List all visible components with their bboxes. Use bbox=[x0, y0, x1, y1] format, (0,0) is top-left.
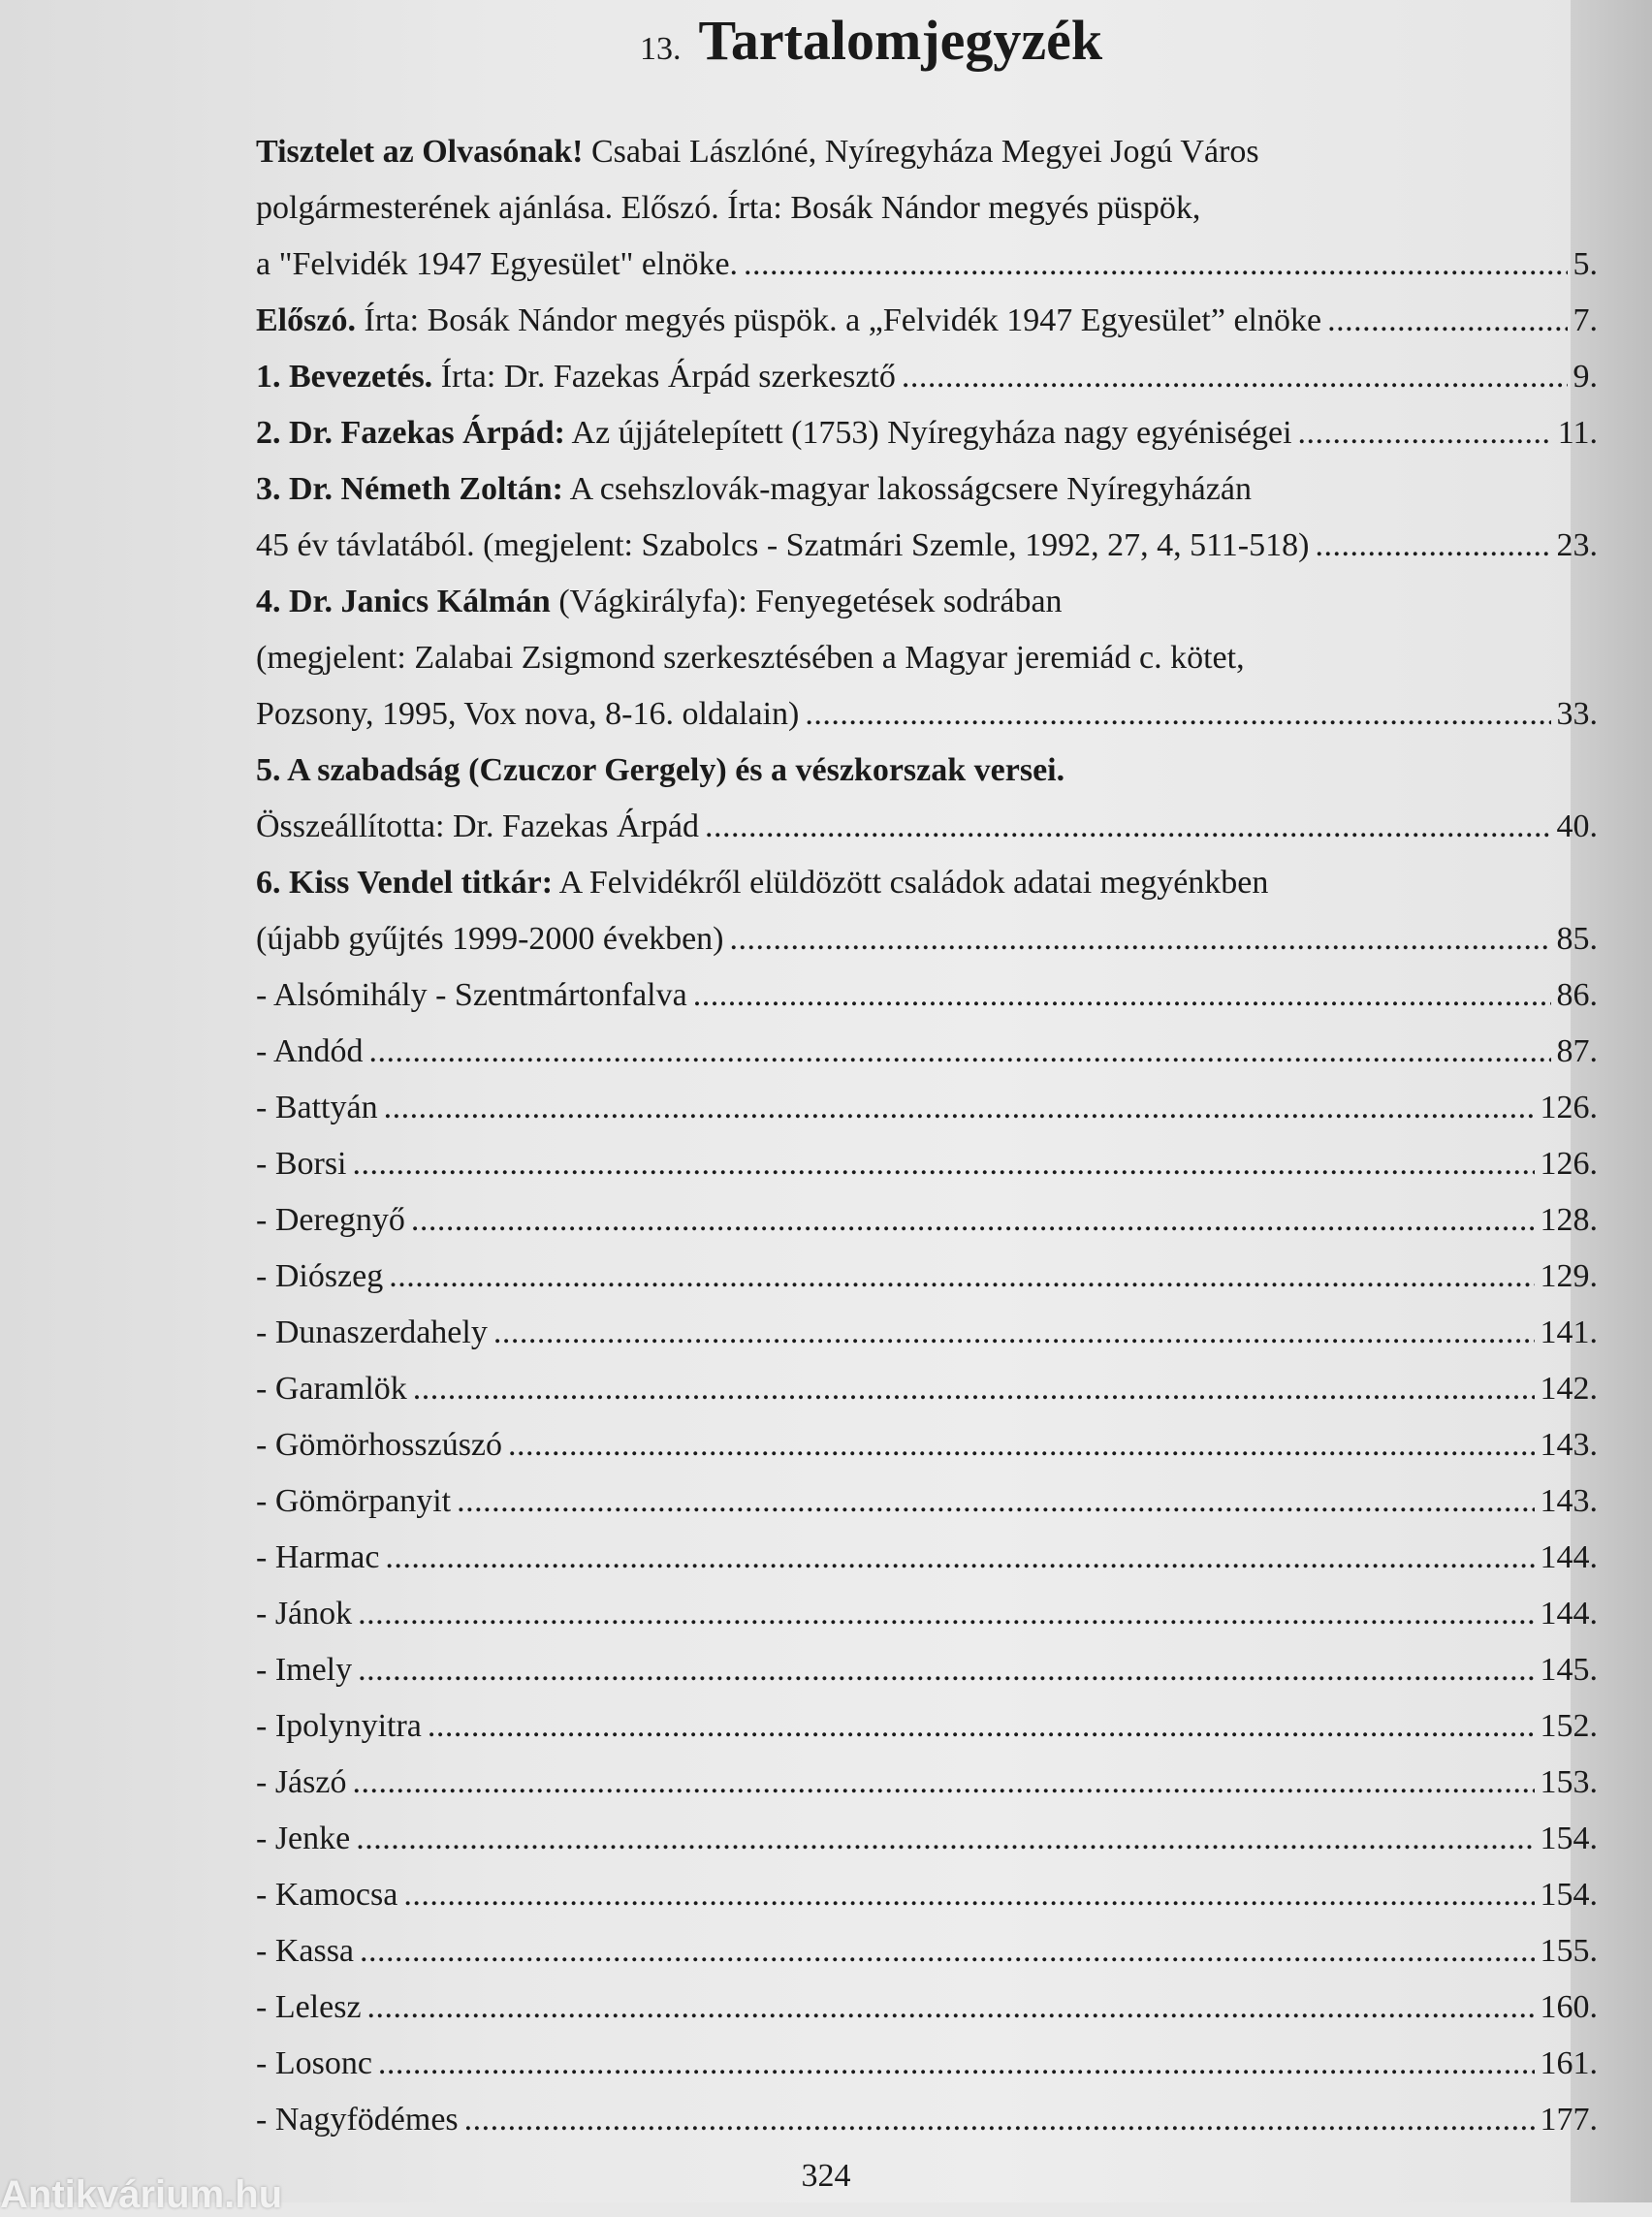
dot-leader bbox=[457, 1473, 1534, 1530]
toc-entry-title bbox=[256, 1811, 350, 1867]
dot-leader bbox=[356, 1811, 1534, 1867]
toc-entry bbox=[256, 237, 1598, 293]
toc-entry-text: - Jászó bbox=[256, 1764, 347, 1800]
toc-entry-title bbox=[256, 1473, 451, 1530]
toc-entry-title bbox=[256, 1698, 422, 1755]
toc-entry bbox=[256, 349, 1598, 405]
toc-entry bbox=[256, 1642, 1598, 1698]
toc-page-number: 126. bbox=[1540, 1090, 1598, 1125]
toc-entry-text: - Battyán bbox=[256, 1090, 378, 1125]
toc-entry bbox=[256, 518, 1598, 574]
toc-continuation-line bbox=[256, 855, 1598, 911]
toc-page-number: 23. bbox=[1556, 527, 1598, 563]
dot-leader bbox=[744, 237, 1567, 293]
toc-entry bbox=[256, 1136, 1598, 1192]
toc-page-number: 7. bbox=[1573, 302, 1598, 338]
dot-leader bbox=[352, 1755, 1534, 1811]
toc-entry-title bbox=[256, 911, 724, 967]
toc-bold-lead: 3. Dr. Németh Zoltán: bbox=[256, 471, 563, 507]
toc-entry bbox=[256, 1530, 1598, 1586]
table-of-contents bbox=[256, 124, 1598, 2148]
dot-leader bbox=[367, 1979, 1535, 2036]
toc-entry-text: Pozsony, 1995, Vox nova, 8-16. oldalain) bbox=[256, 696, 800, 732]
toc-entry-title bbox=[256, 349, 896, 405]
dot-leader bbox=[705, 799, 1551, 855]
toc-entry bbox=[256, 1473, 1598, 1530]
dot-leader bbox=[411, 1192, 1535, 1249]
toc-entry-title bbox=[256, 293, 1321, 349]
toc-page-number: 33. bbox=[1556, 696, 1598, 732]
page-number: 324 bbox=[801, 2158, 851, 2194]
toc-entry-text: - Dunaszerdahely bbox=[256, 1314, 488, 1350]
toc-entry-title bbox=[256, 967, 687, 1024]
toc-page-number: 86. bbox=[1556, 977, 1598, 1013]
toc-entry-text: - Deregnyő bbox=[256, 1202, 405, 1238]
chapter-number: 13. bbox=[640, 31, 682, 67]
dot-leader bbox=[378, 2036, 1535, 2092]
page-title bbox=[640, 8, 1102, 73]
toc-entry-text: Összeállította: Dr. Fazekas Árpád bbox=[256, 808, 699, 844]
toc-entry-text: Írta: Bosák Nándor megyés püspök. a „Felvidék 1947 Egyesület” elnöke bbox=[355, 302, 1322, 338]
dot-leader bbox=[384, 1080, 1535, 1136]
watermark: Antikvárium.hu bbox=[0, 2173, 283, 2216]
toc-entry-text: - Ipolynyitra bbox=[256, 1708, 422, 1744]
toc-entry bbox=[256, 1024, 1598, 1080]
toc-entry bbox=[256, 1361, 1598, 1417]
dot-leader bbox=[358, 1642, 1534, 1698]
dot-leader bbox=[385, 1530, 1534, 1586]
toc-line-text: (megjelent: Zalabai Zsigmond szerkesztésében a Magyar jeremiád c. kötet, bbox=[256, 640, 1245, 676]
toc-page-number: 161. bbox=[1540, 2045, 1598, 2081]
toc-entry-text: - Borsi bbox=[256, 1146, 347, 1182]
toc-entry bbox=[256, 1698, 1598, 1755]
toc-entry bbox=[256, 1305, 1598, 1361]
dot-leader bbox=[493, 1305, 1535, 1361]
toc-entry-title bbox=[256, 1867, 397, 1923]
toc-page-number: 144. bbox=[1540, 1539, 1598, 1575]
toc-page-number: 9. bbox=[1573, 359, 1598, 395]
toc-entry-text: - Kassa bbox=[256, 1933, 355, 1969]
toc-page-number: 154. bbox=[1540, 1821, 1598, 1856]
dot-leader bbox=[413, 1361, 1535, 1417]
toc-entry-text: a "Felvidék 1947 Egyesület" elnöke. bbox=[256, 246, 739, 282]
toc-entry bbox=[256, 2092, 1598, 2148]
toc-entry-title bbox=[256, 1642, 352, 1698]
dot-leader bbox=[730, 911, 1551, 967]
toc-entry-text: - Diószeg bbox=[256, 1258, 384, 1294]
dot-leader bbox=[358, 1586, 1534, 1642]
toc-bold-lead: 5. A szabadság (Czuczor Gergely) és a vészkorszak versei. bbox=[256, 752, 1065, 788]
toc-entry-title bbox=[256, 2092, 459, 2148]
toc-page-number: 128. bbox=[1540, 1202, 1598, 1238]
toc-page-number: 155. bbox=[1540, 1933, 1598, 1969]
dot-leader bbox=[902, 349, 1568, 405]
toc-entry-title bbox=[256, 1530, 379, 1586]
toc-entry-text: - Nagyfödémes bbox=[256, 2102, 459, 2138]
toc-entry-title bbox=[256, 2036, 372, 2092]
toc-entry-title bbox=[256, 1136, 347, 1192]
toc-entry-text: - Gömörpanyit bbox=[256, 1483, 452, 1519]
dot-leader bbox=[805, 686, 1550, 743]
toc-entry-title bbox=[256, 1361, 407, 1417]
toc-entry-title bbox=[256, 686, 799, 743]
toc-entry bbox=[256, 967, 1598, 1024]
toc-entry-text: - Jánok bbox=[256, 1596, 353, 1631]
dot-leader bbox=[464, 2092, 1535, 2148]
toc-entry bbox=[256, 799, 1598, 855]
toc-page-number: 154. bbox=[1540, 1877, 1598, 1913]
toc-entry bbox=[256, 1979, 1598, 2036]
dot-leader bbox=[508, 1417, 1534, 1473]
toc-entry-title bbox=[256, 1586, 352, 1642]
toc-entry bbox=[256, 1923, 1598, 1979]
toc-continuation-line bbox=[256, 461, 1598, 518]
toc-bold-lead: Tisztelet az Olvasónak! bbox=[256, 134, 584, 170]
toc-entry-title bbox=[256, 518, 1309, 574]
toc-entry bbox=[256, 1755, 1598, 1811]
toc-entry-text: - Alsómihály - Szentmártonfalva bbox=[256, 977, 687, 1013]
toc-page-number: 5. bbox=[1573, 246, 1598, 282]
toc-page-number: 141. bbox=[1540, 1314, 1598, 1350]
toc-entry-text: - Harmac bbox=[256, 1539, 380, 1575]
toc-entry-text: - Garamlök bbox=[256, 1371, 407, 1407]
toc-bold-lead: Előszó. bbox=[256, 302, 356, 338]
toc-entry-text: - Gömörhosszúszó bbox=[256, 1427, 503, 1463]
toc-entry bbox=[256, 686, 1598, 743]
dot-leader bbox=[1298, 405, 1552, 461]
toc-entry bbox=[256, 1192, 1598, 1249]
toc-entry-title bbox=[256, 1755, 346, 1811]
toc-page-number: 152. bbox=[1540, 1708, 1598, 1744]
toc-entry-title bbox=[256, 1192, 405, 1249]
toc-continuation-line bbox=[256, 574, 1598, 630]
toc-bold-lead: 2. Dr. Fazekas Árpád: bbox=[256, 415, 565, 451]
toc-page-number: 87. bbox=[1556, 1033, 1598, 1069]
toc-entry-title bbox=[256, 1417, 502, 1473]
dot-leader bbox=[693, 967, 1551, 1024]
toc-entry bbox=[256, 2036, 1598, 2092]
toc-entry-title bbox=[256, 1249, 383, 1305]
toc-entry-text: - Losonc bbox=[256, 2045, 372, 2081]
toc-entry-text: - Kamocsa bbox=[256, 1877, 398, 1913]
toc-entry-title bbox=[256, 1923, 354, 1979]
dot-leader bbox=[428, 1698, 1535, 1755]
chapter-title: Tartalomjegyzék bbox=[698, 9, 1103, 72]
toc-entry-text: Írta: Dr. Fazekas Árpád szerkesztő bbox=[432, 359, 896, 395]
toc-entry bbox=[256, 1586, 1598, 1642]
toc-entry-title bbox=[256, 1305, 488, 1361]
toc-entry-title bbox=[256, 237, 738, 293]
toc-entry-text: - Jenke bbox=[256, 1821, 351, 1856]
dot-leader bbox=[360, 1923, 1534, 1979]
toc-entry bbox=[256, 1867, 1598, 1923]
toc-entry-title bbox=[256, 1080, 378, 1136]
toc-entry-title bbox=[256, 405, 1292, 461]
dot-leader bbox=[369, 1024, 1551, 1080]
toc-entry bbox=[256, 1811, 1598, 1867]
toc-entry-text: Az újjátelepített (1753) Nyíregyháza nagy egyéniségei bbox=[564, 415, 1292, 451]
toc-continuation-line bbox=[256, 743, 1598, 799]
toc-page-number: 145. bbox=[1540, 1652, 1598, 1688]
toc-continuation-line bbox=[256, 124, 1598, 180]
toc-page-number: 142. bbox=[1540, 1371, 1598, 1407]
dot-leader bbox=[389, 1249, 1534, 1305]
dot-leader bbox=[1315, 518, 1550, 574]
toc-entry-text: - Imely bbox=[256, 1652, 353, 1688]
toc-page-number: 153. bbox=[1540, 1764, 1598, 1800]
toc-page-number: 143. bbox=[1540, 1427, 1598, 1463]
toc-page-number: 177. bbox=[1540, 2102, 1598, 2138]
toc-entry-text: - Andód bbox=[256, 1033, 364, 1069]
toc-entry bbox=[256, 1417, 1598, 1473]
toc-page-number: 85. bbox=[1556, 921, 1598, 957]
dot-leader bbox=[403, 1867, 1534, 1923]
toc-entry-title bbox=[256, 799, 699, 855]
toc-page-number: 143. bbox=[1540, 1483, 1598, 1519]
toc-entry-title bbox=[256, 1024, 364, 1080]
toc-entry bbox=[256, 1249, 1598, 1305]
dot-leader bbox=[353, 1136, 1535, 1192]
toc-entry-text: 45 év távlatából. (megjelent: Szabolcs - Szatmári Szemle, 1992, 27, 4, 511-518) bbox=[256, 527, 1310, 563]
toc-line-text: Csabai Lászlóné, Nyíregyháza Megyei Jogú Város bbox=[583, 134, 1259, 170]
toc-continuation-line bbox=[256, 180, 1598, 237]
toc-continuation-line bbox=[256, 630, 1598, 686]
toc-bold-lead: 1. Bevezetés. bbox=[256, 359, 433, 395]
toc-line-text: (Vágkirályfa): Fenyegetések sodrában bbox=[550, 584, 1063, 619]
toc-page-number: 144. bbox=[1540, 1596, 1598, 1631]
toc-page-number: 129. bbox=[1540, 1258, 1598, 1294]
toc-page-number: 11. bbox=[1557, 415, 1598, 451]
toc-page-number: 126. bbox=[1540, 1146, 1598, 1182]
toc-page-number: 40. bbox=[1556, 808, 1598, 844]
dot-leader bbox=[1327, 293, 1567, 349]
toc-entry-title bbox=[256, 1979, 362, 2036]
toc-entry-text: (újabb gyűjtés 1999-2000 években) bbox=[256, 921, 724, 957]
toc-page-number: 160. bbox=[1540, 1989, 1598, 2025]
toc-line-text: polgármesterének ajánlása. Előszó. Írta: Bosák Nándor megyés püspök, bbox=[256, 190, 1201, 226]
toc-entry-text: - Lelesz bbox=[256, 1989, 362, 2025]
toc-entry bbox=[256, 1080, 1598, 1136]
toc-line-text: A Felvidékről elüldözött családok adatai megyénkben bbox=[553, 865, 1269, 901]
toc-entry bbox=[256, 405, 1598, 461]
toc-bold-lead: 6. Kiss Vendel titkár: bbox=[256, 865, 554, 901]
toc-bold-lead: 4. Dr. Janics Kálmán bbox=[256, 584, 551, 619]
toc-line-text: A csehszlovák-magyar lakosságcsere Nyíregyházán bbox=[563, 471, 1252, 507]
toc-entry bbox=[256, 911, 1598, 967]
toc-entry bbox=[256, 293, 1598, 349]
